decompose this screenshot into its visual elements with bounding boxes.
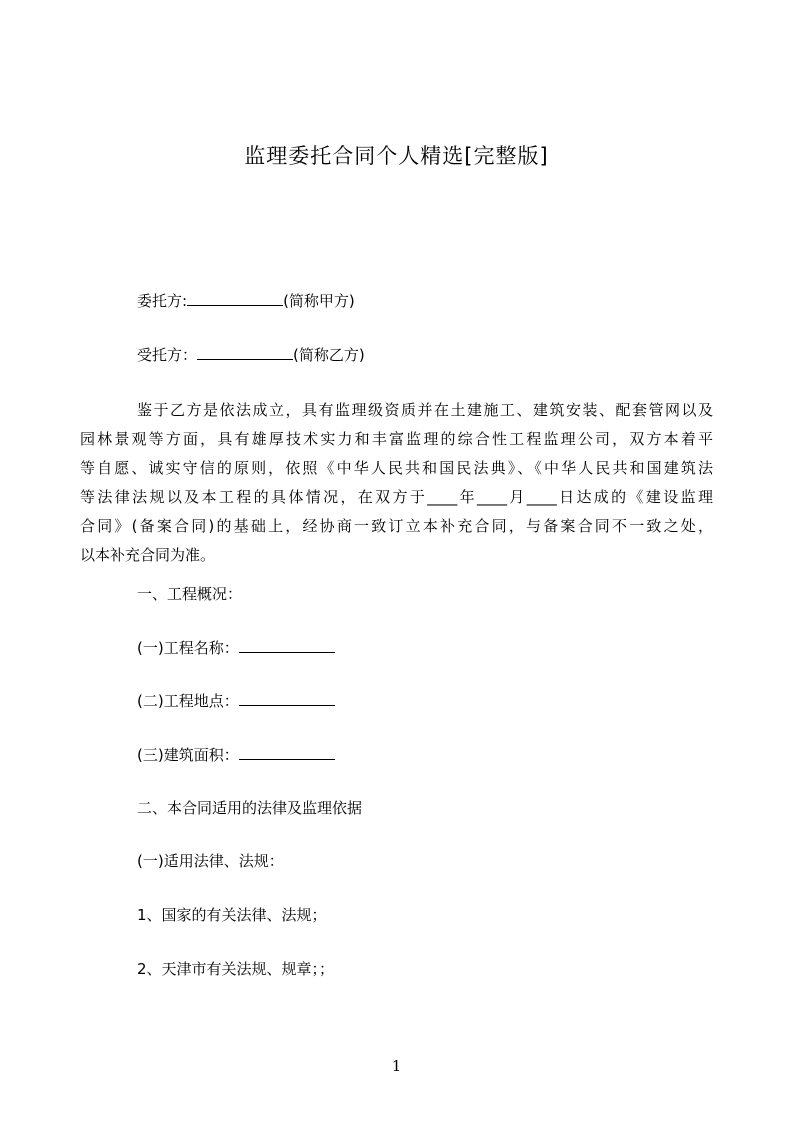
project-name-line: [137, 637, 335, 658]
building-area-line: [137, 744, 335, 765]
contractor-name-blank: [197, 345, 293, 360]
contractor-label: 受托方：: [137, 346, 198, 364]
laws-heading: (一)适用法律、法规：: [137, 852, 284, 870]
project-location-label: (二)工程地点：: [137, 692, 239, 710]
law-item: 2、天津市有关法规、规章；；: [137, 960, 335, 978]
section1-heading: 一、工程概况：: [137, 585, 243, 603]
project-location-blank: [239, 691, 335, 706]
intro-line: 等法律法规以及本工程的具体情况，在双方于____年____月____日达成的《建设监理: [80, 488, 713, 506]
document-title: 监理委托合同个人精选[完整版]: [244, 144, 549, 168]
intro-line: 等自愿、诚实守信的原则，依照《中华人民共和国民法典》、《中华人民共和国建筑法: [80, 459, 713, 477]
intro-line: 以本补充合同为准。: [80, 546, 216, 564]
client-name-blank: [187, 291, 283, 306]
intro-line: 园林景观等方面，具有雄厚技术实力和丰富监理的综合性工程监理公司，双方本着平: [80, 430, 713, 448]
project-location-line: [137, 690, 335, 711]
project-name-blank: [239, 638, 335, 653]
section2-heading: 二、本合同适用的法律及监理依据: [137, 799, 363, 817]
contractor-line: [137, 344, 365, 365]
contractor-suffix: (简称乙方): [293, 346, 365, 364]
intro-line: 鉴于乙方是依法成立，具有监理级资质并在土建施工、建筑安装、配套管网以及: [137, 401, 713, 419]
client-label: 委托方:: [137, 292, 188, 310]
page-number: 1: [391, 1057, 402, 1075]
intro-line: 合同》(备案合同)的基础上，经协商一致订立本补充合同，与备案合同不一致之处，: [80, 517, 713, 535]
building-area-label: (三)建筑面积：: [137, 746, 239, 764]
client-suffix: (简称甲方): [283, 292, 355, 310]
project-name-label: (一)工程名称：: [137, 639, 239, 657]
intro-paragraph: [80, 396, 713, 570]
building-area-blank: [239, 745, 335, 760]
client-line: [137, 290, 355, 311]
law-item: 1、国家的有关法律、法规；: [137, 906, 327, 924]
